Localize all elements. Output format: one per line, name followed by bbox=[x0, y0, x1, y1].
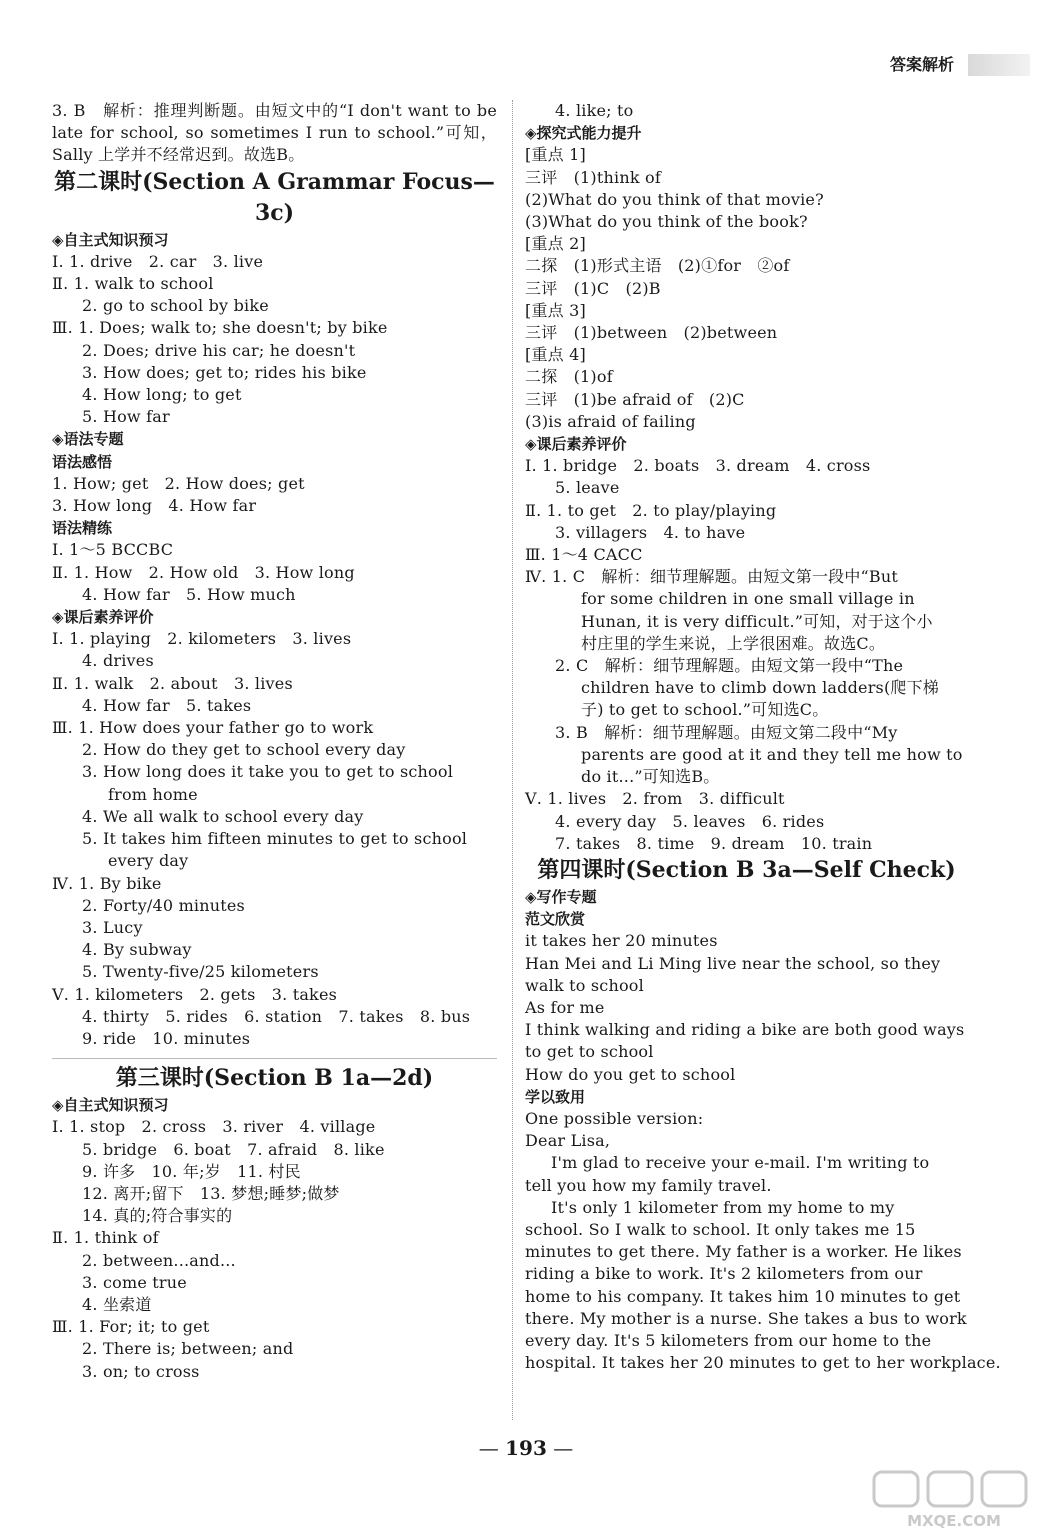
answer-line: 9. ride 10. minutes bbox=[82, 1028, 251, 1048]
page-number: 193 bbox=[505, 1436, 547, 1460]
answer-line: I'm glad to receive your e-mail. I'm writing to bbox=[551, 1153, 930, 1173]
section-heading: ◈课后素养评价 bbox=[52, 608, 154, 627]
answer-line: tell you how my family travel. bbox=[525, 1175, 772, 1195]
answer-line: [重点 3] bbox=[525, 300, 586, 320]
answer-line: Ⅰ. 1. bridge 2. boats 3. dream 4. cross bbox=[525, 456, 871, 476]
answer-line: 5. How far bbox=[82, 407, 170, 427]
answer-line: it takes her 20 minutes bbox=[525, 931, 718, 951]
answer-line: home to his company. It takes him 10 minutes to get bbox=[525, 1286, 961, 1306]
answer-line: 1. How; get 2. How does; get bbox=[52, 473, 305, 493]
answer-line: 4. We all walk to school every day bbox=[82, 806, 364, 826]
answer-line: riding a bike to work. It's 2 kilometers from our bbox=[525, 1264, 923, 1284]
section-heading: 语法精练 bbox=[52, 519, 113, 538]
lesson-title: 第四课时(Section B 3a—Self Check) bbox=[537, 856, 956, 883]
answer-line: Ⅰ. 1. drive 2. car 3. live bbox=[52, 251, 264, 271]
answer-line: 7. takes 8. time 9. dream 10. train bbox=[555, 833, 873, 853]
section-heading: ◈写作专题 bbox=[525, 887, 597, 906]
answer-line: Ⅱ. 1. walk to school bbox=[52, 274, 214, 294]
answer-line: school. So I walk to school. It only takes me 15 bbox=[525, 1219, 916, 1239]
answer-line: 村庄里的学生来说，上学很困难。故选C。 bbox=[581, 633, 886, 653]
answer-line: As for me bbox=[525, 997, 605, 1017]
section-heading: ◈语法专题 bbox=[52, 430, 124, 449]
answer-line: 三评 (1)be afraid of (2)C bbox=[525, 389, 745, 409]
answer-line: 14. 真的;符合事实的 bbox=[82, 1206, 233, 1226]
answer-line: 2. C 解析：细节理解题。由短文第一段中“The bbox=[555, 656, 904, 676]
answer-line: I think walking and riding a bike are both good ways bbox=[525, 1020, 965, 1040]
answer-line: 4. 坐索道 bbox=[82, 1294, 152, 1314]
answer-line: One possible version: bbox=[525, 1108, 704, 1128]
answer-line: walk to school bbox=[525, 975, 644, 995]
answer-line: children have to climb down ladders(爬下梯 bbox=[581, 678, 940, 698]
answer-line: 3. villagers 4. to have bbox=[555, 522, 746, 542]
section-heading: ◈课后素养评价 bbox=[525, 435, 627, 454]
answer-line: Ⅱ. 1. think of bbox=[52, 1228, 159, 1248]
answer-line: [重点 2] bbox=[525, 234, 586, 254]
answer-line: Ⅰ. 1～5 BCCBC bbox=[52, 540, 174, 560]
answer-line: Han Mei and Li Ming live near the school, so they bbox=[525, 953, 941, 973]
answer-line: 4. like; to bbox=[555, 101, 634, 120]
answer-line: 5. bridge 6. boat 7. afraid 8. like bbox=[82, 1139, 385, 1159]
answer-line: 3. come true bbox=[82, 1272, 187, 1292]
answer-line: 2. between...and... bbox=[82, 1250, 236, 1270]
answer-line: 4. By subway bbox=[82, 940, 192, 960]
answer-line: 二探 (1)of bbox=[525, 367, 613, 387]
answer-line: [重点 1] bbox=[525, 145, 586, 165]
separator-line bbox=[52, 1058, 497, 1059]
answer-line: Dear Lisa, bbox=[525, 1131, 611, 1151]
answer-line: minutes to get there. My father is a worker. He likes bbox=[525, 1242, 962, 1262]
answer-line: 5. It takes him fifteen minutes to get to school bbox=[82, 829, 468, 849]
answer-line: 2. Forty/40 minutes bbox=[82, 895, 245, 915]
answer-line: 3. How long does it take you to get to school bbox=[82, 762, 454, 782]
lesson-title: 第三课时(Section B 1a—2d) bbox=[115, 1065, 434, 1092]
answer-line: 12. 离开;留下 13. 梦想;睡梦;做梦 bbox=[82, 1183, 340, 1203]
answer-line: do it...”可知选B。 bbox=[581, 767, 720, 787]
answer-line: Ⅲ. 1～4 CACC bbox=[525, 545, 643, 565]
answer-line: 子) to get to school.”可知选C。 bbox=[581, 700, 829, 720]
answer-line: Ⅴ. 1. lives 2. from 3. difficult bbox=[525, 789, 785, 809]
answer-line: every day. It's 5 kilometers from our home to the bbox=[525, 1330, 932, 1350]
answer-line: every day bbox=[108, 851, 189, 871]
answer-line: 5. leave bbox=[555, 478, 620, 498]
answer-line: Ⅱ. 1. How 2. How old 3. How long bbox=[52, 562, 355, 582]
answer-line: 4. How far 5. How much bbox=[82, 584, 296, 604]
answer-line: It's only 1 kilometer from my home to my bbox=[551, 1197, 895, 1217]
watermark-text: MXQE.COM bbox=[907, 1512, 1001, 1530]
answer-line: 二探 (1)形式主语 (2)①for ②of bbox=[525, 256, 790, 276]
answer-line: [重点 4] bbox=[525, 345, 586, 365]
answer-line: Hunan, it is very difficult.”可知，对于这个小 bbox=[581, 611, 933, 631]
answer-line: (3)is afraid of failing bbox=[525, 411, 696, 431]
answer-line: Ⅲ. 1. How does your father go to work bbox=[52, 718, 374, 738]
page-number-footer: — 193 — bbox=[478, 1436, 574, 1460]
answer-line: 3. How long 4. How far bbox=[52, 496, 257, 516]
lesson-title: 第二课时(Section A Grammar Focus—3c) bbox=[54, 168, 495, 226]
answer-line: Ⅴ. 1. kilometers 2. gets 3. takes bbox=[52, 984, 338, 1004]
section-heading: 语法感悟 bbox=[52, 452, 113, 471]
answer-line: How do you get to school bbox=[525, 1064, 736, 1084]
answer-line: Ⅱ. 1. to get 2. to play/playing bbox=[525, 500, 777, 520]
answer-line: Ⅰ. 1. playing 2. kilometers 3. lives bbox=[52, 629, 352, 649]
answer-line: 4. How long; to get bbox=[82, 385, 242, 405]
answer-line: 三评 (1)between (2)between bbox=[525, 323, 778, 343]
answer-line: 2. How do they get to school every day bbox=[82, 740, 406, 760]
answer-line: 3. on; to cross bbox=[82, 1361, 200, 1381]
section-heading: ◈探究式能力提升 bbox=[525, 124, 642, 143]
answer-line: parents are good at it and they tell me how to bbox=[581, 744, 963, 764]
answer-line: for some children in one small village in bbox=[581, 589, 915, 609]
answer-column-left bbox=[52, 100, 497, 1383]
answer-line: Ⅲ. 1. For; it; to get bbox=[52, 1317, 210, 1337]
section-heading: ◈自主式知识预习 bbox=[52, 1096, 169, 1115]
answer-line: to get to school bbox=[525, 1042, 654, 1062]
answer-line: hospital. It takes her 20 minutes to get to her workplace. bbox=[525, 1353, 1001, 1373]
answer-line: 2. There is; between; and bbox=[82, 1339, 294, 1359]
answer-line: Ⅰ. 1. stop 2. cross 3. river 4. village bbox=[52, 1117, 376, 1137]
answer-line: Ⅳ. 1. C 解析：细节理解题。由短文第一段中“But bbox=[525, 567, 899, 587]
answer-line: 2. Does; drive his car; he doesn't bbox=[82, 340, 356, 360]
answer-line: 3. Lucy bbox=[82, 917, 143, 937]
answer-line: 3. B 解析：推理判断题。由短文中的“I don't want to be late for school, so sometimes I run to school.”可知，Sally 上学并不经常迟到。故选B。 bbox=[52, 101, 497, 165]
answer-line: 3. How does; get to; rides his bike bbox=[82, 362, 367, 382]
answer-line: Ⅳ. 1. By bike bbox=[52, 873, 162, 893]
watermark-logo-icon bbox=[870, 1470, 1040, 1532]
header-decoration bbox=[968, 54, 1030, 76]
answer-line: 三评 (1)think of bbox=[525, 167, 661, 187]
answer-line: Ⅲ. 1. Does; walk to; she doesn't; by bike bbox=[52, 318, 388, 338]
answer-line: 三评 (1)C (2)B bbox=[525, 278, 661, 298]
answer-line: 4. thirty 5. rides 6. station 7. takes 8. bus bbox=[82, 1006, 471, 1026]
column-divider bbox=[512, 100, 513, 1420]
answer-line: 2. go to school by bike bbox=[82, 296, 269, 316]
answer-line: 4. How far 5. takes bbox=[82, 695, 252, 715]
answer-line: (2)What do you think of that movie? bbox=[525, 189, 824, 209]
section-heading: 学以致用 bbox=[525, 1087, 586, 1106]
answer-line: 3. B 解析：细节理解题。由短文第二段中“My bbox=[555, 722, 898, 742]
answer-line: (3)What do you think of the book? bbox=[525, 212, 808, 232]
answer-line: 5. Twenty-five/25 kilometers bbox=[82, 962, 319, 982]
answer-line: Ⅱ. 1. walk 2. about 3. lives bbox=[52, 673, 293, 693]
header-title: 答案解析 bbox=[890, 55, 955, 74]
answer-column-right bbox=[525, 100, 1001, 1374]
answer-line: 4. drives bbox=[82, 651, 154, 671]
section-heading: ◈自主式知识预习 bbox=[52, 230, 169, 249]
answer-line: there. My mother is a nurse. She takes a bus to work bbox=[525, 1308, 967, 1328]
section-heading: 范文欣赏 bbox=[525, 910, 586, 929]
answer-line: from home bbox=[108, 784, 198, 804]
answer-line: 4. every day 5. leaves 6. rides bbox=[555, 811, 825, 831]
answer-line: 9. 许多 10. 年;岁 11. 村民 bbox=[82, 1161, 301, 1181]
